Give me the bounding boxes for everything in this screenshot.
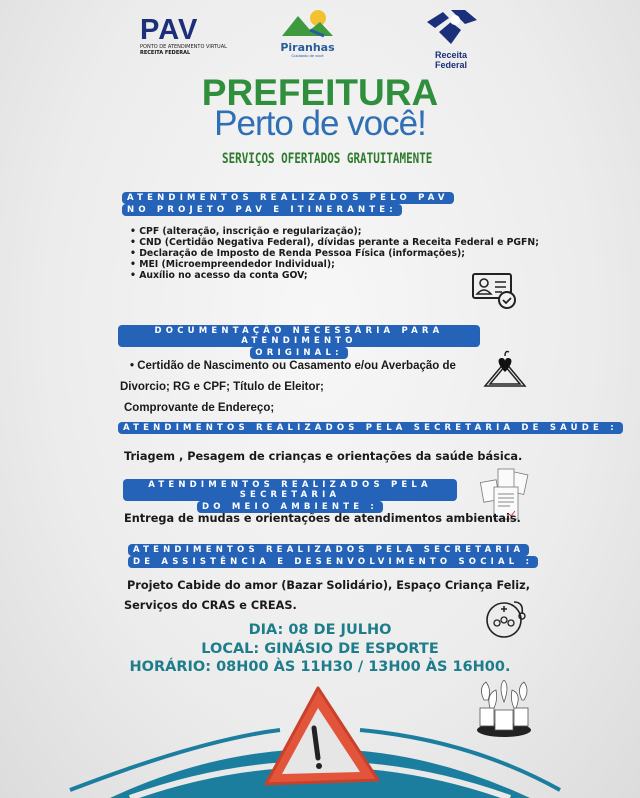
section-header-pav: ATENDIMENTOS REALIZADOS PELO PAV NO PROJETO PAV E ITINERANTE: — [122, 192, 454, 216]
section-header-saude: ATENDIMENTOS REALIZADOS PELA SECRETARIA DE SAÚDE : — [118, 422, 623, 434]
warning-triangle-icon — [258, 684, 384, 788]
meio-ambiente-text: Entrega de mudas e orientações de atendimentos ambientais. — [124, 512, 521, 525]
list-item: • MEI (Microempreendedor Individual); — [130, 259, 539, 270]
subtitle: SERVIÇOS OFERTADOS GRATUITAMENTE — [222, 151, 433, 167]
list-item: • Auxílio no acesso da conta GOV; — [130, 270, 539, 281]
documents-text: • Certidão de Nascimento ou Casamento e/ou Averbação de Divorcio; RG e CPF; Título de Eleitor; Comprovante de Endereço; — [120, 360, 456, 414]
event-date: DIA: 08 DE JULHO — [248, 622, 392, 638]
saude-text: Triagem , Pesagem de crianças e orientações da saúde básica. — [124, 450, 523, 463]
event-place: LOCAL: GINÁSIO DE ESPORTE — [201, 641, 439, 657]
assistencia-text: Projeto Cabide do amor (Bazar Solidário), Espaço Criança Feliz, Serviços do CRAS e CREAS. — [124, 579, 531, 612]
id-card-check-icon — [472, 272, 517, 310]
title-prefeitura: PREFEITURA — [201, 72, 439, 113]
event-hours: HORÁRIO: 08H00 ÀS 11H30 / 13H00 ÀS 16H00. — [129, 659, 511, 675]
section-header-assistencia: ATENDIMENTOS REALIZADOS PELA SECRETARIA DE ASSISTÊNCIA E DESENVOLVIMENTO SOCIAL : — [128, 544, 538, 568]
list-item: • CND (Certidão Negativa Federal), dívidas perante a Receita Federal e PGFN; — [130, 237, 539, 248]
list-item: • Declaração de Imposto de Renda Pessoa Física (informações); — [130, 248, 539, 259]
receita-federal-logo: Receita Federal — [418, 8, 484, 70]
plants-icon — [476, 680, 532, 738]
title-perto: Perto de você! — [214, 104, 426, 143]
section-header-documentacao: DOCUMENTAÇÃO NECESSÁRIA PARA ATENDIMENTO ORIGINAL: — [118, 325, 480, 359]
list-item: • CPF (alteração, inscrição e regularização); — [130, 226, 539, 237]
heart-hanger-icon — [482, 348, 528, 392]
pav-logo: PAV PONTO DE ATENDIMENTO VIRTUAL RECEITA FEDERAL — [140, 14, 227, 56]
piranhas-logo: Piranhas Cuidando de você — [280, 8, 335, 58]
section-header-meio-ambiente: ATENDIMENTOS REALIZADOS PELA SECRETARIA DO MEIO AMBIENTE : — [123, 479, 457, 513]
